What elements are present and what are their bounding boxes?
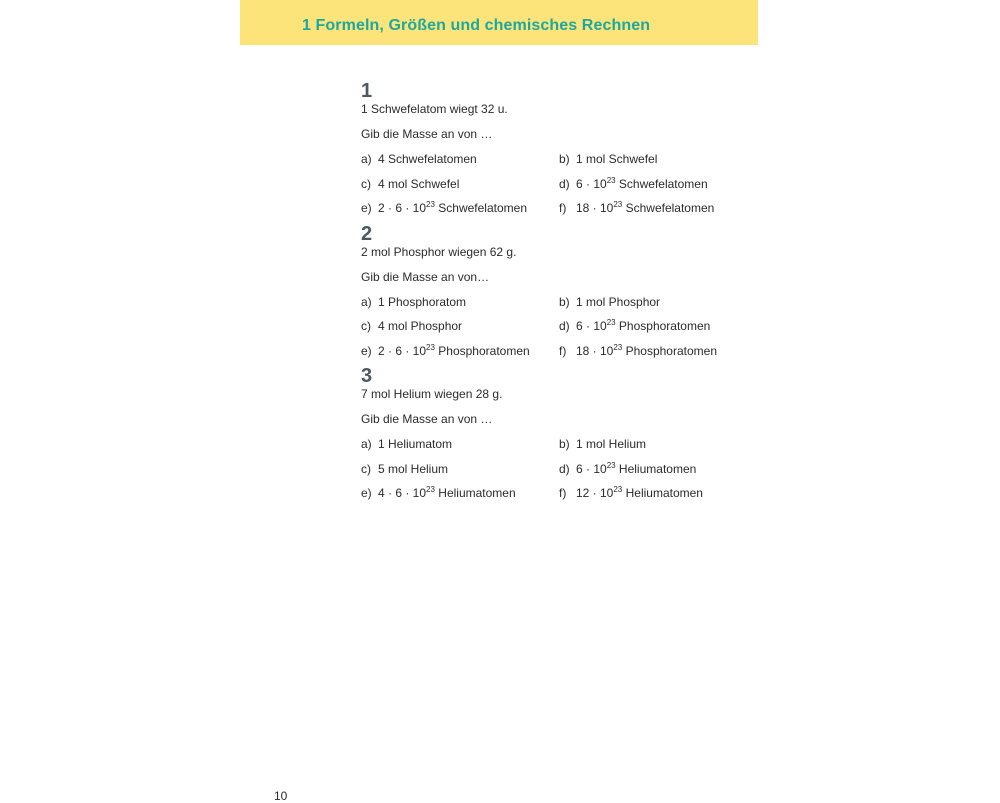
task-prompt: Gib die Masse an von … xyxy=(361,127,493,141)
option-a xyxy=(361,295,559,310)
option-letter: a) xyxy=(361,437,372,451)
option-text: 12 · 10 xyxy=(576,486,614,500)
option-exponent: 23 xyxy=(426,485,435,494)
task-prompt: Gib die Masse an von… xyxy=(361,269,490,284)
task-number: 1 xyxy=(361,80,373,102)
option-text-suffix: Schwefelatomen xyxy=(615,176,708,191)
option-text-suffix: Heliumatomen xyxy=(622,486,703,500)
option-exponent: 23 xyxy=(613,485,623,494)
option-f xyxy=(559,486,741,501)
option-letter: f) xyxy=(559,486,567,500)
option-e xyxy=(361,201,559,216)
option-letter: a) xyxy=(361,294,372,309)
option-text: 4 mol Schwefel xyxy=(378,176,460,191)
option-c xyxy=(361,319,559,334)
option-letter: f) xyxy=(559,343,567,358)
option-text: 2 · 6 · 10 xyxy=(378,343,427,358)
option-letter: b) xyxy=(559,152,570,166)
option-e xyxy=(361,344,559,359)
option-letter: b) xyxy=(559,437,570,451)
task-statement: 7 mol Helium wiegen 28 g. xyxy=(361,387,503,401)
option-text: 1 Heliumatom xyxy=(378,437,453,451)
option-c xyxy=(361,177,559,192)
task-1 xyxy=(361,80,741,216)
chapter-header xyxy=(240,0,758,45)
option-letter: f) xyxy=(559,201,567,215)
option-b xyxy=(559,437,741,452)
task-number: 2 xyxy=(361,222,373,245)
option-exponent: 23 xyxy=(606,175,616,185)
option-text-suffix: Phosphoratomen xyxy=(615,319,711,333)
option-text: 18 · 10 xyxy=(576,201,614,215)
option-e xyxy=(361,486,559,501)
option-text-suffix: Schwefelatomen xyxy=(434,201,527,215)
chapter-title: 1 Formeln, Größen und chemisches Rechnen xyxy=(302,17,651,34)
page-number: 10 xyxy=(274,789,288,803)
option-text: 6 · 10 xyxy=(576,319,607,333)
option-d xyxy=(559,177,741,192)
option-f xyxy=(559,201,741,216)
task-options xyxy=(361,437,741,501)
task-statement: 1 Schwefelatom wiegt 32 u. xyxy=(361,102,508,116)
option-d xyxy=(559,462,741,477)
option-c xyxy=(361,462,559,477)
option-text: 5 mol Helium xyxy=(378,461,449,476)
task-statement: 2 mol Phosphor wiegen 62 g. xyxy=(361,244,517,259)
option-text: 6 · 10 xyxy=(576,461,607,476)
option-text: 1 mol Phosphor xyxy=(576,294,661,309)
task-2 xyxy=(361,223,741,359)
option-letter: e) xyxy=(361,486,372,500)
option-letter: d) xyxy=(559,176,570,191)
task-options xyxy=(361,152,741,216)
option-text: 4 · 6 · 10 xyxy=(378,486,427,500)
option-f xyxy=(559,344,741,359)
option-text: 1 mol Schwefel xyxy=(576,152,658,166)
option-text-suffix: Schwefelatomen xyxy=(622,201,715,215)
option-exponent: 23 xyxy=(606,460,616,470)
option-text: 1 mol Helium xyxy=(576,437,647,451)
option-letter: d) xyxy=(559,319,570,333)
option-b xyxy=(559,295,741,310)
option-exponent: 23 xyxy=(613,200,623,209)
option-text-suffix: Phosphoratomen xyxy=(622,343,717,358)
option-text: 2 · 6 · 10 xyxy=(378,201,427,215)
task-number: 3 xyxy=(361,365,373,387)
option-text: 18 · 10 xyxy=(576,343,614,358)
option-letter: c) xyxy=(361,461,371,476)
option-letter: a) xyxy=(361,152,372,166)
option-letter: e) xyxy=(361,201,372,215)
option-b xyxy=(559,152,741,167)
task-options xyxy=(361,295,741,359)
option-d xyxy=(559,319,741,334)
option-exponent: 23 xyxy=(426,200,435,209)
option-letter: c) xyxy=(361,319,371,333)
option-text: 6 · 10 xyxy=(576,176,607,191)
task-prompt: Gib die Masse an von … xyxy=(361,412,493,426)
option-a xyxy=(361,437,559,452)
task-3 xyxy=(361,365,741,501)
option-exponent: 23 xyxy=(613,342,623,352)
option-letter: c) xyxy=(361,176,371,191)
option-text-suffix: Heliumatomen xyxy=(434,486,516,500)
option-letter: d) xyxy=(559,461,570,476)
option-text-suffix: Heliumatomen xyxy=(615,461,697,476)
option-letter: e) xyxy=(361,343,372,358)
option-letter: b) xyxy=(559,294,570,309)
option-text: 4 mol Phosphor xyxy=(378,319,463,333)
option-text-suffix: Phosphoratomen xyxy=(434,343,530,358)
option-exponent: 23 xyxy=(606,318,616,327)
option-text: 1 Phosphoratom xyxy=(378,294,467,309)
option-a xyxy=(361,152,559,167)
exercise-list xyxy=(361,80,741,508)
option-exponent: 23 xyxy=(426,342,435,352)
option-text: 4 Schwefelatomen xyxy=(378,152,477,166)
